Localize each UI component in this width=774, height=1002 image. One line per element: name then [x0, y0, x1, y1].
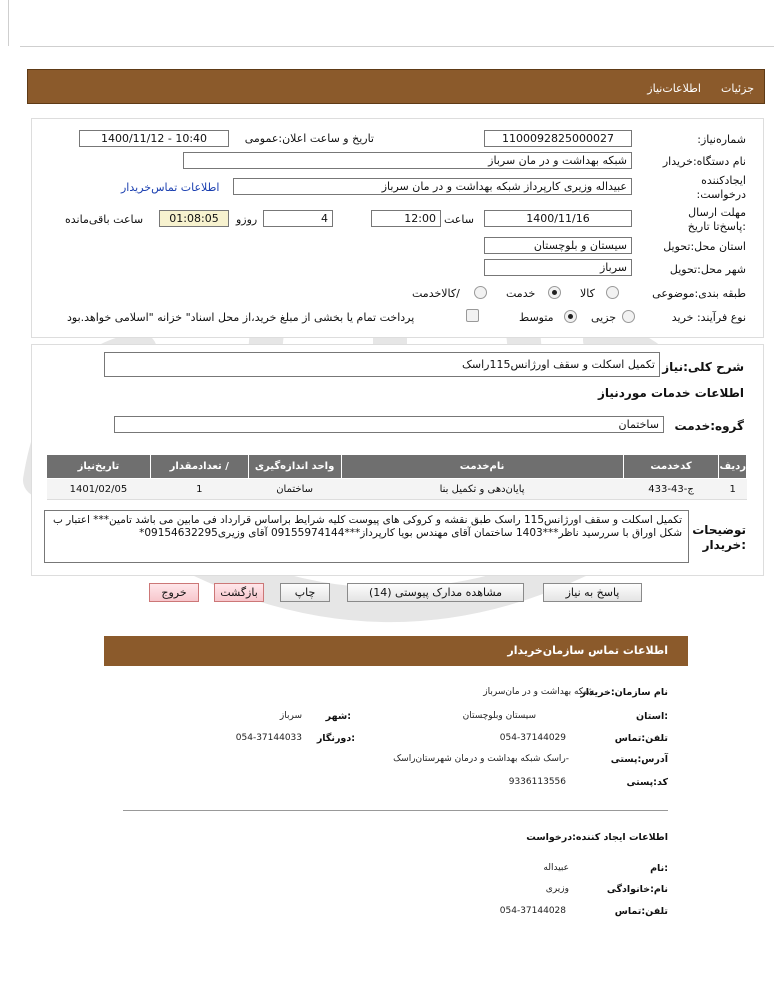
reply-button[interactable]: پاسخ به نیاز [543, 583, 642, 602]
col-qty: / تعدادمقدار [150, 455, 248, 479]
desc-field: تکمیل اسکلت و سقف اورژانس115راسک [104, 352, 660, 377]
family-label: نام:خانوادگی [606, 884, 668, 895]
need-number-label: شماره‌نیاز: [697, 133, 746, 146]
top-divider [20, 46, 774, 47]
org-value: شبکه بهداشت و در مان‌سرباز [483, 687, 594, 697]
services-title: اطلاعات خدمات موردنیاز [597, 386, 744, 400]
fax-value: 054-37144033 [235, 733, 302, 743]
city-contact-value: سرباز [279, 711, 302, 721]
buyer-org-label: نام دستگاه:خریدار [662, 155, 746, 168]
cell-unit: ساختمان [248, 479, 341, 500]
postal-label: کد:پستی [626, 777, 668, 788]
province-field: سیستان و بلوچستان [484, 237, 632, 254]
announce-field: 1400/11/12 - 10:40 [79, 130, 229, 147]
org-label: نام سازمان:خریدار [580, 687, 668, 698]
attachments-button[interactable]: مشاهده مدارک پیوستی (14) [347, 583, 524, 602]
cell-code: ج-43-433 [623, 479, 719, 500]
fax-label: :دورنگار [316, 733, 355, 744]
payment-note: پرداخت تمام یا بخشی از مبلغ خرید،از محل اسناد" خزانه "اسلامی خواهد.بود [67, 311, 415, 324]
contact-header [104, 636, 688, 666]
process-radio-minor[interactable] [622, 310, 635, 323]
cell-row: 1 [719, 479, 747, 500]
tab-need-info[interactable]: اطلاعات‌نیاز [647, 82, 701, 95]
category-radio-service[interactable] [548, 286, 561, 299]
category-label: طبقه بندی:موضوعی [652, 287, 746, 300]
province-contact-label: :استان [636, 711, 668, 722]
postal-value: 9336113556 [508, 777, 566, 787]
family-value: وزیری [545, 884, 569, 894]
col-name: نام‌خدمت [341, 455, 623, 479]
remaining-time-field: 01:08:05 [159, 210, 229, 227]
city-contact-label: :شهر [325, 711, 351, 722]
cell-name: پایان‌دهی و تکمیل بنا [341, 479, 623, 500]
process-option-minor: جزیی [591, 311, 617, 324]
payment-checkbox[interactable] [466, 309, 479, 322]
need-number-field: 1100092825000027 [484, 130, 632, 147]
services-table [46, 454, 747, 500]
city-label: شهر محل:تحویل [669, 263, 746, 276]
days-field: 4 [263, 210, 333, 227]
tab-details[interactable]: جزئیات [721, 82, 754, 95]
deadline-time-label: ساعت [444, 213, 474, 226]
deadline-label: مهلت ارسال :پاسخ‌تا تاریخ [687, 206, 746, 233]
col-unit: واحد اندازه‌گیری [248, 455, 341, 479]
back-button[interactable]: بازگشت [214, 583, 264, 602]
cell-qty: 1 [150, 479, 248, 500]
remaining-label: ساعت باقی‌مانده [65, 213, 144, 226]
creator-phone-value: 054-37144028 [499, 906, 566, 916]
col-code: کدخدمت [623, 455, 719, 479]
creator-info-title: اطلاعات ایجاد کننده:درخواست [526, 832, 668, 843]
category-radio-goods-service[interactable] [474, 286, 487, 299]
category-option-goods: کالا [580, 287, 595, 300]
phone-value: 054-37144029 [499, 733, 566, 743]
buyer-notes-label: توضیحات :خریدار [692, 523, 746, 552]
creator-phone-label: تلفن:تماس [614, 906, 668, 917]
col-row: ردیف [719, 455, 747, 479]
days-label: روزو [236, 213, 258, 226]
creator-label: ایجادکننده درخواست: [696, 174, 746, 201]
table-row [47, 479, 747, 500]
process-label: نوع فرآیند: خرید [671, 311, 746, 324]
contact-divider [123, 810, 668, 811]
group-field: ساختمان [114, 416, 664, 433]
province-contact-value: سیستان وبلوچستان [462, 711, 536, 721]
process-radio-medium[interactable] [564, 310, 577, 323]
desc-label: شرح کلی:نیاز [662, 360, 744, 374]
phone-label: تلفن:تماس [614, 733, 668, 744]
name-value: عبیداله [543, 863, 569, 873]
buyer-org-field: شبکه بهداشت و در مان سرباز [183, 152, 632, 169]
category-option-service: خدمت [506, 287, 536, 300]
need-details-header [27, 69, 765, 104]
buyer-notes-field: تکمیل اسکلت و سقف اورژانس115 راسک طبق نقشه و کروکی های پیوست کلیه شرایط براساس قرارداد فی مابین می باشد تامین*** اعتبار ب شکل اوراق با سررسید ناظر***1403 ساختمان آقای مهندس بویا کارپرداز***09155974144 آقای وزیری09154632295* [44, 510, 689, 563]
creator-field: عبیداله وزیری کارپرداز شبکه بهداشت و در مان سرباز [233, 178, 632, 195]
buyer-contact-link[interactable]: اطلاعات تماس‌خریدار [121, 181, 220, 194]
exit-button[interactable]: خروج [149, 583, 199, 602]
city-field: سرباز [484, 259, 632, 276]
group-label: گروه:خدمت [674, 419, 744, 433]
col-date: تاریخ‌نیاز [47, 455, 151, 479]
province-label: استان محل:تحویل [663, 240, 746, 253]
name-label: :نام [650, 863, 668, 874]
cell-date: 1401/02/05 [47, 479, 151, 500]
category-radio-goods[interactable] [606, 286, 619, 299]
announce-label: تاریخ و ساعت اعلان:عمومی [244, 132, 374, 145]
deadline-time-field: 12:00 [371, 210, 441, 227]
address-value: -راسک شبکه بهداشت و درمان شهرستان‌راسک [393, 754, 569, 764]
deadline-date-field: 1400/11/16 [484, 210, 632, 227]
process-option-medium: متوسط [519, 311, 554, 324]
frame-left-line [8, 0, 9, 46]
address-label: آدرس:پستی [610, 754, 668, 765]
need-info-panel [31, 118, 764, 338]
contact-title: اطلاعات تماس سازمان‌خریدار [507, 644, 668, 657]
category-option-goods-service: /کالاخدمت [412, 287, 460, 300]
print-button[interactable]: چاپ [280, 583, 330, 602]
